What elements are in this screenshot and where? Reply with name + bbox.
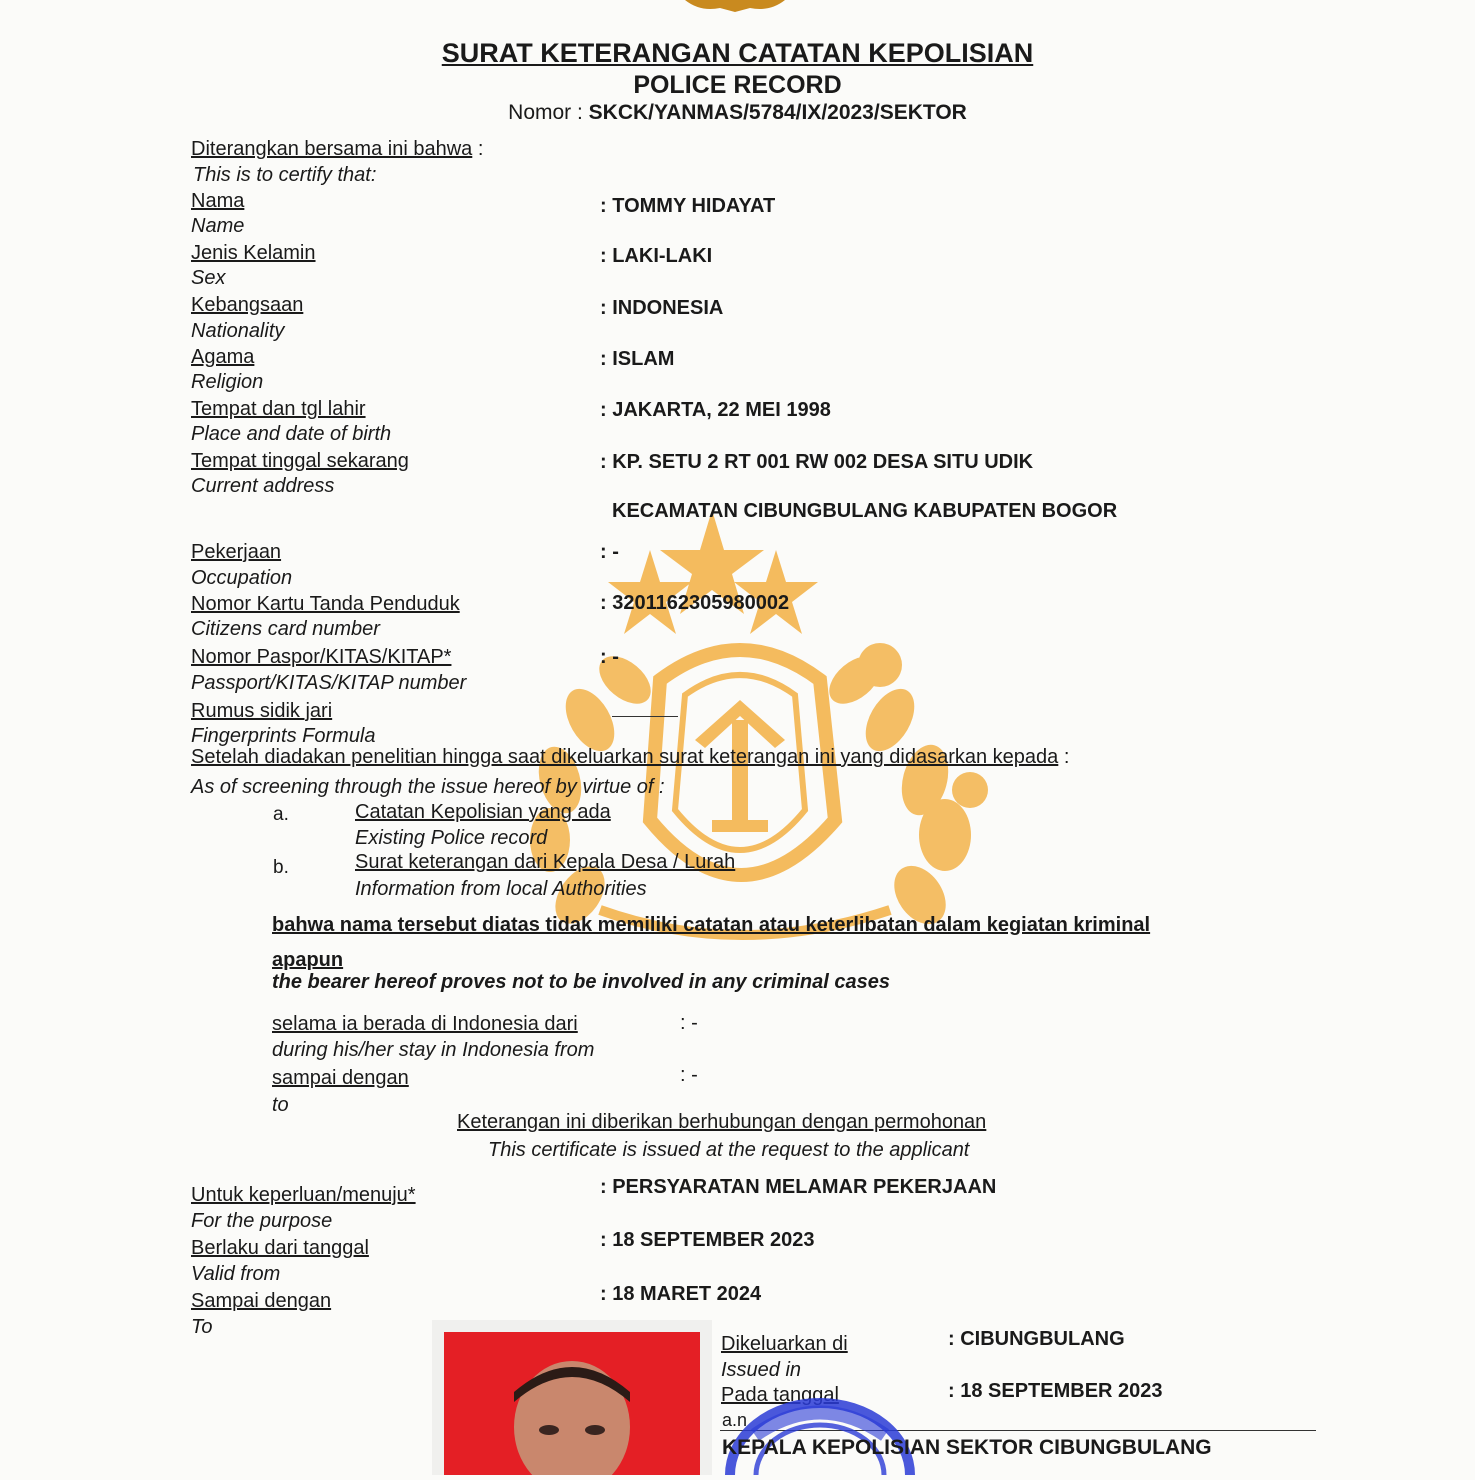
issue-place-label: Dikeluarkan di	[721, 1333, 848, 1355]
field-label-religion: Agama	[191, 346, 255, 368]
field-label-birth: Tempat dan tgl lahir	[191, 398, 366, 420]
field-label-religion-en: Religion	[191, 371, 264, 393]
field-value-name: : TOMMY HIDAYAT	[600, 195, 776, 217]
field-value-nationality: : INDONESIA	[600, 297, 724, 319]
field-value-sex: : LAKI-LAKI	[600, 245, 713, 267]
screening-item-b-id: Surat keterangan dari Kepala Desa / Lurah	[355, 851, 736, 873]
screening-item-a-marker: a.	[273, 804, 289, 825]
intro-en: This is to certify that:	[193, 164, 377, 186]
stay-to-id: sampai dengan	[272, 1067, 409, 1089]
applicant-portrait-icon	[444, 1332, 700, 1475]
applicant-photo	[444, 1332, 700, 1475]
field-label-passport-en: Passport/KITAS/KITAP number	[191, 672, 467, 694]
purpose-label-en: For the purpose	[191, 1210, 333, 1232]
field-value-id-card: : 3201162305980002	[600, 592, 790, 614]
screening-item-a-id: Catatan Kepolisian yang ada	[355, 801, 611, 823]
intro-id-text: Diterangkan bersama ini bahwa	[191, 138, 473, 160]
purpose-label: Untuk keperluan/menuju*	[191, 1184, 416, 1206]
field-label-name-en: Name	[191, 215, 245, 237]
screening-colon: :	[1058, 746, 1070, 768]
field-label-birth-en: Place and date of birth	[191, 423, 392, 445]
field-label-occupation-en: Occupation	[191, 567, 293, 589]
screening-en: As of screening through the issue hereof by virtue of :	[191, 776, 665, 798]
field-label-id-card: Nomor Kartu Tanda Penduduk	[191, 593, 460, 615]
screening-item-a-en: Existing Police record	[355, 827, 548, 849]
valid-to-label: Sampai dengan	[191, 1290, 332, 1312]
issue-date-label: Pada tanggal	[721, 1384, 839, 1406]
field-label-sex: Jenis Kelamin	[191, 242, 316, 264]
issue-place-label-en: Issued in	[721, 1359, 802, 1381]
valid-from-label-en: Valid from	[191, 1263, 281, 1285]
on-behalf-label: a.n	[722, 1410, 748, 1430]
valid-from-value: : 18 SEPTEMBER 2023	[600, 1229, 815, 1251]
document-number	[0, 101, 1475, 125]
stay-from-value: : -	[680, 1012, 698, 1034]
issuing-office: KEPALA KEPOLISIAN SEKTOR CIBUNGBULANG	[722, 1436, 1212, 1459]
field-label-address: Tempat tinggal sekarang	[191, 450, 409, 472]
field-label-nationality-en: Nationality	[191, 320, 285, 342]
field-value-occupation: : -	[600, 541, 619, 563]
statement-en: the bearer hereof proves not to be involved in any criminal cases	[272, 971, 890, 993]
field-label-fingerprints: Rumus sidik jari	[191, 700, 333, 722]
screening-item-b-en: Information from local Authorities	[355, 878, 647, 900]
fingerprints-blank-line	[612, 716, 678, 717]
field-value-address-line2: KECAMATAN CIBUNGBULANG KABUPATEN BOGOR	[612, 500, 1118, 522]
crest-top-icon	[680, 0, 790, 12]
stay-to-value: : -	[680, 1064, 698, 1086]
intro-colon: :	[472, 138, 484, 160]
field-label-address-en: Current address	[191, 475, 335, 497]
official-stamp-icon	[715, 1395, 925, 1475]
document-subtitle: POLICE RECORD	[633, 71, 842, 99]
screening-item-b-marker: b.	[273, 857, 289, 878]
field-label-fingerprints-en: Fingerprints Formula	[191, 725, 376, 747]
request-en: This certificate is issued at the request to the applicant	[488, 1139, 970, 1161]
stay-from-id: selama ia berada di Indonesia dari	[272, 1013, 578, 1035]
document-number-value: SKCK/YANMAS/5784/IX/2023/SEKTOR	[588, 101, 967, 124]
field-value-birth: : JAKARTA, 22 MEI 1998	[600, 399, 831, 421]
field-label-sex-en: Sex	[191, 267, 226, 289]
field-label-nationality: Kebangsaan	[191, 294, 304, 316]
valid-from-label: Berlaku dari tanggal	[191, 1237, 369, 1259]
screening-id-text: Setelah diadakan penelitian hingga saat dikeluarkan surat keterangan ini yang didasarkan kepada	[191, 746, 1059, 768]
purpose-value: : PERSYARATAN MELAMAR PEKERJAAN	[600, 1176, 997, 1198]
field-label-occupation: Pekerjaan	[191, 541, 282, 563]
field-value-religion: : ISLAM	[600, 348, 675, 370]
statement-id-line2: apapun	[272, 949, 344, 971]
request-id: Keterangan ini diberikan berhubungan dengan permohonan	[457, 1111, 987, 1133]
field-label-name: Nama	[191, 190, 245, 212]
issue-place-value: : CIBUNGBULANG	[948, 1328, 1125, 1350]
valid-to-value: : 18 MARET 2024	[600, 1283, 762, 1305]
intro-id	[191, 138, 483, 161]
document-title: SURAT KETERANGAN CATATAN KEPOLISIAN	[441, 38, 1034, 68]
stay-to-en: to	[272, 1094, 289, 1116]
issue-date-value: : 18 SEPTEMBER 2023	[948, 1380, 1163, 1402]
statement-id-line1: bahwa nama tersebut diatas tidak memiliki catatan atau keterlibatan dalam kegiatan kriminal	[272, 914, 1151, 936]
document-number-label: Nomor :	[508, 101, 589, 124]
valid-to-label-en: To	[191, 1316, 213, 1338]
field-value-passport: : -	[600, 646, 619, 668]
field-label-passport: Nomor Paspor/KITAS/KITAP*	[191, 646, 452, 668]
stay-from-en: during his/her stay in Indonesia from	[272, 1039, 595, 1061]
field-label-id-card-en: Citizens card number	[191, 618, 380, 640]
screening-id	[191, 746, 1069, 769]
field-value-address: : KP. SETU 2 RT 001 RW 002 DESA SITU UDIK	[600, 451, 1034, 473]
